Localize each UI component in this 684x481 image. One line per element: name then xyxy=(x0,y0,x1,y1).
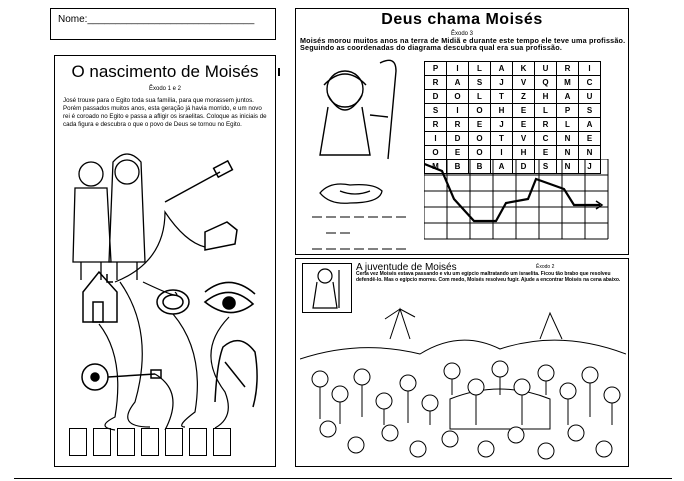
answer-box[interactable] xyxy=(213,428,231,456)
maze-paths xyxy=(99,212,229,430)
grid-row xyxy=(425,62,601,76)
grid-row xyxy=(425,146,601,160)
toothbrush-icon xyxy=(165,161,232,202)
grid-cell: D xyxy=(513,160,535,174)
grid-cell: K xyxy=(513,62,535,76)
grid-cell: I xyxy=(579,62,601,76)
grid-cell: V xyxy=(513,132,535,146)
answer-box[interactable] xyxy=(189,428,207,456)
grid-cell: P xyxy=(425,62,447,76)
god-calls-moses-panel xyxy=(295,8,629,255)
grid-cell: R xyxy=(447,118,469,132)
grid-cell: P xyxy=(557,104,579,118)
grid-cell: T xyxy=(491,132,513,146)
grid-cell: L xyxy=(469,90,491,104)
grid-cell: E xyxy=(447,146,469,160)
grid-cell: L xyxy=(557,118,579,132)
grid-cell: I xyxy=(425,132,447,146)
grid-cell: A xyxy=(491,62,513,76)
separator-mark xyxy=(278,68,280,76)
answer-box[interactable] xyxy=(93,428,111,456)
grid-row xyxy=(425,76,601,90)
grid-cell: D xyxy=(447,132,469,146)
grid-cell: J xyxy=(579,160,601,174)
grid-cell: B xyxy=(469,160,491,174)
grid-row xyxy=(425,104,601,118)
path-line xyxy=(424,159,600,221)
grid-cell: J xyxy=(491,76,513,90)
grid-cell: N xyxy=(579,146,601,160)
grid-cell: T xyxy=(491,90,513,104)
grid-cell: R xyxy=(535,118,557,132)
answer-boxes[interactable] xyxy=(69,428,231,456)
grid-cell: O xyxy=(469,132,491,146)
youth-of-moses-panel xyxy=(295,258,629,467)
grid-cell: E xyxy=(513,104,535,118)
page-bottom-line xyxy=(14,478,672,479)
grid-cell: Q xyxy=(535,76,557,90)
grid-cell: H xyxy=(513,146,535,160)
grid-cell: J xyxy=(491,118,513,132)
grid-cell: I xyxy=(447,62,469,76)
tree-icon xyxy=(215,341,257,407)
grid-cell: H xyxy=(491,104,513,118)
mirror-icon xyxy=(157,290,189,314)
grid-cell: D xyxy=(425,90,447,104)
boot-icon xyxy=(205,222,237,250)
grid-cell: E xyxy=(579,132,601,146)
grid-cell: A xyxy=(447,76,469,90)
sheep-illustration xyxy=(310,177,400,207)
grid-cell: V xyxy=(513,76,535,90)
maze-illustration xyxy=(55,152,277,432)
grid-cell: M xyxy=(425,160,447,174)
panel-title: O nascimento de Moisés xyxy=(71,62,259,81)
grid-cell: Z xyxy=(513,90,535,104)
bible-reference: Êxodo 3 xyxy=(450,31,474,37)
answer-box[interactable] xyxy=(141,428,159,456)
bible-reference: Êxodo 2 xyxy=(536,264,555,270)
grid-cell: S xyxy=(425,104,447,118)
name-label: Nome:______________________________ xyxy=(58,14,255,25)
bible-reference: Êxodo 1 e 2 xyxy=(148,86,182,92)
panel-title: A juventude de Moisés xyxy=(356,262,457,273)
grid-cell: U xyxy=(579,90,601,104)
answer-box[interactable] xyxy=(117,428,135,456)
answer-box[interactable] xyxy=(69,428,87,456)
grid-cell: N xyxy=(557,160,579,174)
panel-title: Deus chama Moisés xyxy=(381,11,543,28)
instructions-text: Certa vez Moisés estava passando e viu um egípcio maltratando um israelita. Ficou tão brabo que resolveu defendê-lo. Mas o egípcio morreu. Com medo, Moisés resolveu fugir. Ajude a encontrar Moisés na cena abaixo. xyxy=(356,271,621,283)
grid-cell: O xyxy=(469,104,491,118)
people-figure xyxy=(73,154,145,280)
coordinate-diagram[interactable] xyxy=(424,159,614,249)
answer-blanks[interactable] xyxy=(310,209,410,253)
grid-cell: R xyxy=(425,76,447,90)
eye-icon xyxy=(205,282,255,312)
instructions-text: Moisés morou muitos anos na terra de Midiã e durante este tempo ele teve uma profissão. Seguindo as coordenadas do diagrama descubra qual era sua profissão. xyxy=(300,36,626,53)
grid-cell: U xyxy=(535,62,557,76)
grid-cell: L xyxy=(469,62,491,76)
grid-cell: C xyxy=(579,76,601,90)
grid-row xyxy=(425,132,601,146)
grid-cell: O xyxy=(425,146,447,160)
grid-cell: R xyxy=(557,62,579,76)
grid-cell: N xyxy=(557,146,579,160)
grid-cell: M xyxy=(557,76,579,90)
grid-cell: E xyxy=(513,118,535,132)
grid-cell: O xyxy=(447,90,469,104)
grid-cell: L xyxy=(535,104,557,118)
grid-cell: R xyxy=(425,118,447,132)
grid-cell: S xyxy=(469,76,491,90)
grid-row xyxy=(425,90,601,104)
name-field[interactable] xyxy=(50,8,276,40)
grid-cell: A xyxy=(579,118,601,132)
grid-cell: A xyxy=(557,90,579,104)
crowd-scene-illustration xyxy=(300,299,626,465)
moses-shepherd-illustration xyxy=(300,55,420,165)
grid-cell: E xyxy=(535,146,557,160)
answer-box[interactable] xyxy=(165,428,183,456)
guitar-icon xyxy=(82,364,161,390)
letter-grid xyxy=(424,61,601,174)
grid-cell: O xyxy=(469,146,491,160)
grid-cell: I xyxy=(491,146,513,160)
grid-row xyxy=(425,118,601,132)
grid-cell: S xyxy=(535,160,557,174)
grid-cell: I xyxy=(447,104,469,118)
grid-cell: H xyxy=(535,90,557,104)
instructions-text: José trouxe para o Egito toda sua família, para que morassem juntos. Porém passados muitos anos, esta geração já havia morrido, e um novo rei é coroado no Egito e passa a afligir os israelitas. Coloque as iniciais de cada figura e descubra o que o povo de Deus se tornou no Egito. xyxy=(63,97,267,128)
grid-cell: E xyxy=(469,118,491,132)
grid-cell: S xyxy=(579,104,601,118)
birth-of-moses-panel xyxy=(54,55,276,467)
grid-cell: N xyxy=(557,132,579,146)
grid-cell: C xyxy=(535,132,557,146)
house-icon xyxy=(83,272,117,322)
grid-cell: A xyxy=(491,160,513,174)
grid-cell: B xyxy=(447,160,469,174)
